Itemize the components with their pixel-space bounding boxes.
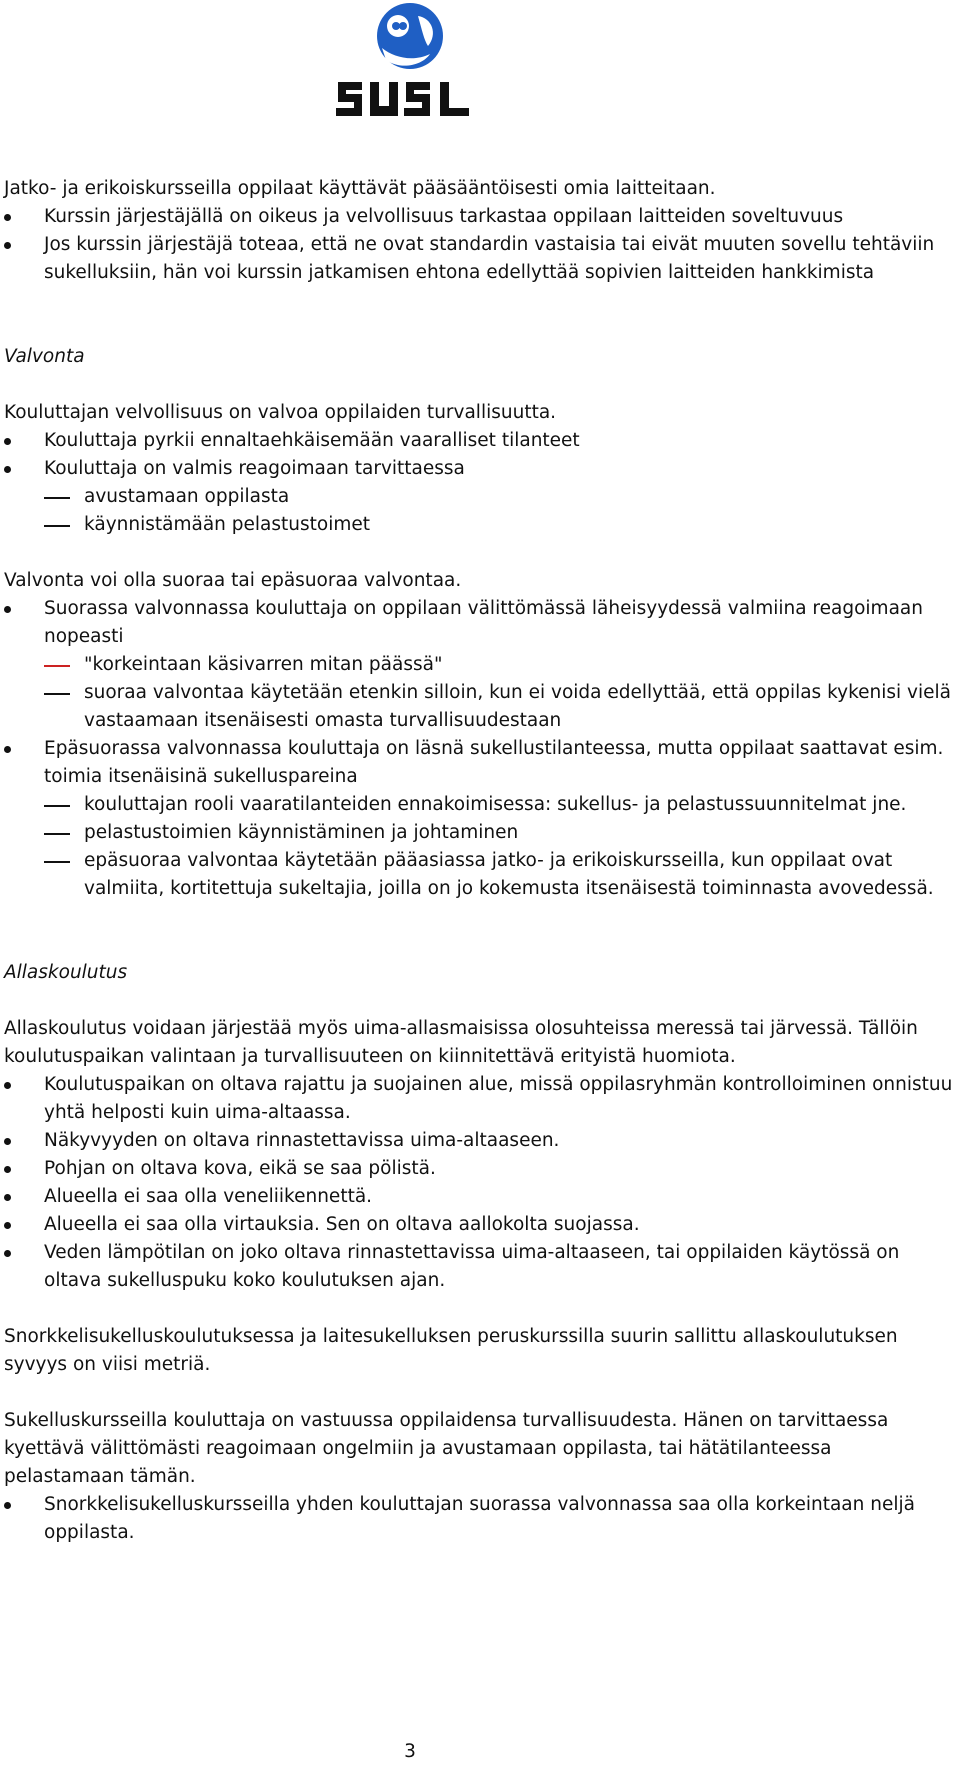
item-text: Suorassa valvonnassa kouluttaja on oppilaan välittömässä läheisyydessä valmiina reagoimaan nopeasti — [44, 598, 923, 647]
item-text: avustamaan oppilasta — [84, 486, 290, 507]
bullet-item — [4, 1155, 954, 1183]
item-text: suoraa valvontaa käytetään etenkin silloin, kun ei voida edellyttää, että oppilas kykenisi vielä vastaamaan itsenäisesti omasta turvallisuudestaan — [84, 682, 951, 731]
bullet-icon — [4, 1138, 11, 1145]
item-text: käynnistämään pelastustoimet — [84, 514, 371, 535]
item-text: Kouluttaja on valmis reagoimaan tarvittaessa — [44, 458, 465, 479]
dash-icon — [44, 861, 70, 863]
document-body — [4, 175, 954, 1547]
bullet-icon — [4, 1194, 11, 1201]
spacer — [4, 287, 954, 343]
paragraph: Allaskoulutus voidaan järjestää myös uima-allasmaisissa olosuhteissa meressä tai järvessä. Tällöin koulutuspaikan valintaan ja turvallisuuteen on kiinnitettävä erityistä huomiota. — [4, 1018, 918, 1067]
item-text: Pohjan on oltava kova, eikä se saa pölistä. — [44, 1158, 436, 1179]
dash-icon — [44, 805, 70, 807]
dash-icon — [44, 497, 70, 499]
bullet-item — [4, 455, 954, 483]
bullet-icon — [4, 746, 11, 753]
bullet-icon — [4, 606, 11, 613]
item-text: Snorkkelisukelluskursseilla yhden kouluttajan suorassa valvonnassa saa olla korkeintaan neljä oppilasta. — [44, 1494, 915, 1543]
susl-logo — [330, 0, 490, 124]
dash-subitem — [4, 483, 954, 511]
item-text: Alueella ei saa olla veneliikennettä. — [44, 1186, 373, 1207]
bullet-item — [4, 1491, 954, 1547]
item-text: Kouluttaja pyrkii ennaltaehkäisemään vaaralliset tilanteet — [44, 430, 580, 451]
bullet-icon — [4, 1222, 11, 1229]
bullet-icon — [4, 1166, 11, 1173]
spacer — [4, 1295, 954, 1323]
spacer — [4, 987, 954, 1015]
bullet-item — [4, 203, 954, 231]
bullet-icon — [4, 242, 11, 249]
bullet-icon — [4, 1250, 11, 1257]
dash-subitem — [4, 651, 954, 679]
item-text: epäsuoraa valvontaa käytetään pääasiassa jatko- ja erikoiskursseilla, kun oppilaat ovat valmiita, kortitettuja sukeltajia, joilla on jo kokemusta itsenäisestä toiminnasta avovedessä. — [84, 850, 934, 899]
paragraph: Kouluttajan velvollisuus on valvoa oppilaiden turvallisuutta. — [4, 402, 557, 423]
susl-logo-graphic — [330, 0, 490, 124]
item-text: Veden lämpötilan on joko oltava rinnastettavissa uima-altaaseen, tai oppilaiden käytössä on oltava sukelluspuku koko koulutuksen ajan. — [44, 1242, 900, 1291]
dash-subitem — [4, 819, 954, 847]
dash-subitem — [4, 847, 954, 903]
bullet-item — [4, 1071, 954, 1127]
bullet-icon — [4, 214, 11, 221]
item-text: Näkyvyyden on oltava rinnastettavissa uima-altaaseen. — [44, 1130, 560, 1151]
item-text: kouluttajan rooli vaaratilanteiden ennakoimisessa: sukellus- ja pelastussuunnitelmat jne. — [84, 794, 907, 815]
item-text: Jos kurssin järjestäjä toteaa, että ne ovat standardin vastaisia tai eivät muuten sovellu tehtäviin sukelluksiin, hän voi kurssin jatkamisen ehtona edellyttää sopivien laitteiden hankkimista — [44, 234, 935, 283]
bullet-item — [4, 231, 954, 287]
dash-icon — [44, 665, 70, 667]
bullet-item — [4, 1127, 954, 1155]
dash-subitem — [4, 791, 954, 819]
item-text: pelastustoimien käynnistäminen ja johtaminen — [84, 822, 519, 843]
bullet-item — [4, 595, 954, 651]
section-heading: Valvonta — [4, 346, 85, 367]
dash-icon — [44, 833, 70, 835]
spacer — [4, 903, 954, 959]
paragraph: Sukelluskursseilla kouluttaja on vastuussa oppilaidensa turvallisuudesta. Hänen on tarvittaessa kyettävä välittömästi reagoimaan ongelmiin ja avustamaan oppilasta, tai hätätilanteessa pelastamaan tämän. — [4, 1410, 889, 1487]
page-number: 3 — [404, 1741, 416, 1762]
dash-subitem — [4, 511, 954, 539]
spacer — [4, 1379, 954, 1407]
dash-icon — [44, 693, 70, 695]
paragraph: Valvonta voi olla suoraa tai epäsuoraa valvontaa. — [4, 570, 462, 591]
spacer — [4, 371, 954, 399]
bullet-item — [4, 735, 954, 791]
item-text: "korkeintaan käsivarren mitan päässä" — [84, 654, 443, 675]
item-text: Alueella ei saa olla virtauksia. Sen on oltava aallokolta suojassa. — [44, 1214, 640, 1235]
item-text: Epäsuorassa valvonnassa kouluttaja on läsnä sukellustilanteessa, mutta oppilaat saattavat esim. toimia itsenäisinä sukelluspareina — [44, 738, 944, 787]
item-text: Koulutuspaikan on oltava rajattu ja suojainen alue, missä oppilasryhmän kontrolloiminen onnistuu yhtä helposti kuin uima-altaassa. — [44, 1074, 953, 1123]
bullet-icon — [4, 466, 11, 473]
item-text: Kurssin järjestäjällä on oikeus ja velvollisuus tarkastaa oppilaan laitteiden soveltuvuus — [44, 206, 844, 227]
bullet-icon — [4, 438, 11, 445]
paragraph: Jatko- ja erikoiskursseilla oppilaat käyttävät pääsääntöisesti omia laitteitaan. — [4, 178, 716, 199]
bullet-item — [4, 427, 954, 455]
dash-subitem — [4, 679, 954, 735]
bullet-icon — [4, 1502, 11, 1509]
section-heading: Allaskoulutus — [4, 962, 128, 983]
bullet-item — [4, 1239, 954, 1295]
paragraph: Snorkkelisukelluskoulutuksessa ja laitesukelluksen peruskurssilla suurin sallittu allaskoulutuksen syvyys on viisi metriä. — [4, 1326, 898, 1375]
spacer — [4, 539, 954, 567]
bullet-icon — [4, 1082, 11, 1089]
bullet-item — [4, 1211, 954, 1239]
dash-icon — [44, 525, 70, 527]
bullet-item — [4, 1183, 954, 1211]
